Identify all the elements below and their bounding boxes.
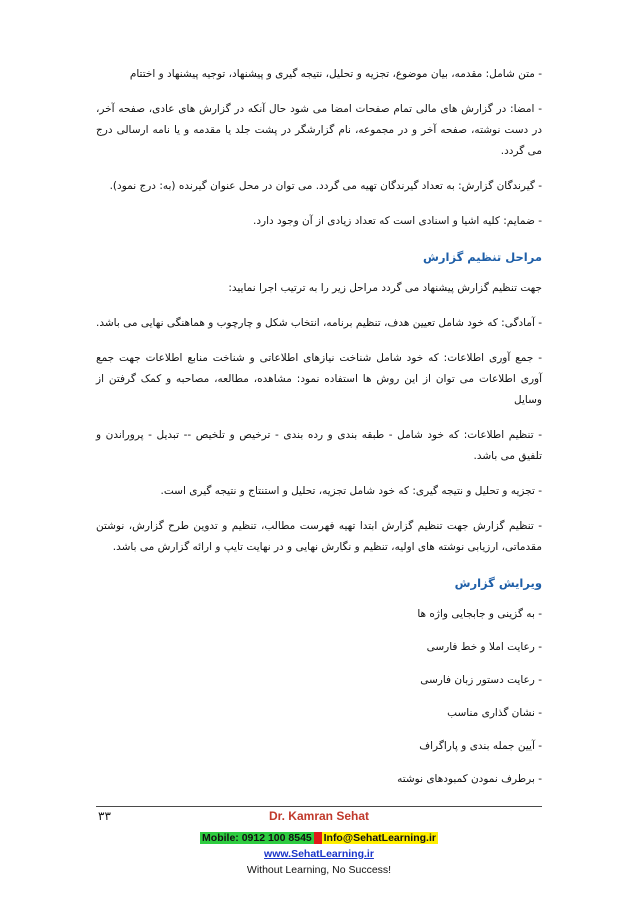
editing-item: - نشان گذاری مناسب bbox=[447, 707, 542, 719]
footer-contact bbox=[0, 832, 638, 844]
editing-item: - به گزینی و جابجایی واژه ها bbox=[417, 608, 542, 620]
footer-website-link[interactable]: www.SehatLearning.ir bbox=[264, 848, 374, 860]
editing-item: - برطرف نمودن کمبودهای نوشته bbox=[397, 773, 542, 785]
footer-mobile: Mobile: 0912 100 8545 bbox=[202, 832, 312, 844]
footer-divider bbox=[96, 806, 542, 807]
page-body bbox=[96, 64, 542, 802]
step-item: - آمادگی: که خود شامل تعیین هدف، تنظیم برنامه، انتخاب شکل و چارچوب و هماهنگی نهایی می باشد. bbox=[96, 317, 542, 329]
footer-slogan: Without Learning, No Success! bbox=[246, 864, 392, 876]
section-heading-report-editing: ویرایش گزارش bbox=[454, 576, 542, 590]
step-item: - جمع آوری اطلاعات: که خود شامل شناخت نیازهای اطلاعاتی و شناخت منابع اطلاعات جهت جمع آوری اطلاعات می توان از این روش ها استفاده نمود: مشاهده، مطالعه، مصاحبه و کمک گرفتن از وسایل bbox=[96, 352, 542, 406]
editing-item: - آیین جمله بندی و پاراگراف bbox=[419, 740, 542, 752]
footer-author: Dr. Kamran Sehat bbox=[268, 809, 370, 823]
step-item: - تجزیه و تحلیل و نتیجه گیری: که خود شامل تجزیه، تحلیل و استنتاج و نتیجه گیری است. bbox=[160, 485, 542, 497]
footer-separator: _ bbox=[314, 832, 321, 844]
intro-item-recipients: - گیرندگان گزارش: به تعداد گیرندگان تهیه می گردد. می توان در محل عنوان گیرنده (به: درج نمود). bbox=[109, 180, 542, 192]
editing-item: - رعایت دستور زبان فارسی bbox=[420, 674, 542, 686]
section-lead: جهت تنظیم گزارش پیشنهاد می گردد مراحل زیر را به ترتیب اجرا نمایید: bbox=[228, 282, 542, 294]
intro-item-text: - متن شامل: مقدمه، بیان موضوع، تجزیه و تحلیل، نتیجه گیری و پیشنهاد، توجیه پیشنهاد و اختتام bbox=[129, 68, 542, 80]
intro-item-signature: - امضا: در گزارش های مالی تمام صفحات امضا می شود حال آنکه در گزارش های عادی، صفحه آخر، در دست نوشته، صفحه آخر و در مجموعه، نام گزارشگر در پشت جلد یا مقدمه و یا نامه ارسالی درج می گردد. bbox=[96, 103, 542, 157]
page-number: ۳۳ bbox=[98, 809, 111, 823]
editing-item: - رعایت املا و خط فارسی bbox=[426, 641, 542, 653]
footer-email[interactable]: Info@SehatLearning.ir bbox=[323, 832, 436, 844]
step-item: - تنظیم اطلاعات: که خود شامل - طبقه بندی و رده بندی - ترخیص و تلخیص -- تبدیل - پروراندن و تلفیق می باشد. bbox=[96, 429, 542, 462]
section-heading-report-steps: مراحل تنظیم گزارش bbox=[423, 250, 542, 264]
step-item: - تنظیم گزارش جهت تنظیم گزارش ابتدا تهیه فهرست مطالب، تنظیم و تدوین طرح گزارش، نوشتن مقدماتی، ارزیابی نوشته های اولیه، تنظیم و نگارش نهایی و در نهایت تایپ و ارائه گزارش می باشد. bbox=[96, 520, 542, 553]
intro-item-attachments: - ضمایم: کلیه اشیا و اسنادی است که تعداد زیادی از آن وجود دارد. bbox=[252, 215, 542, 227]
